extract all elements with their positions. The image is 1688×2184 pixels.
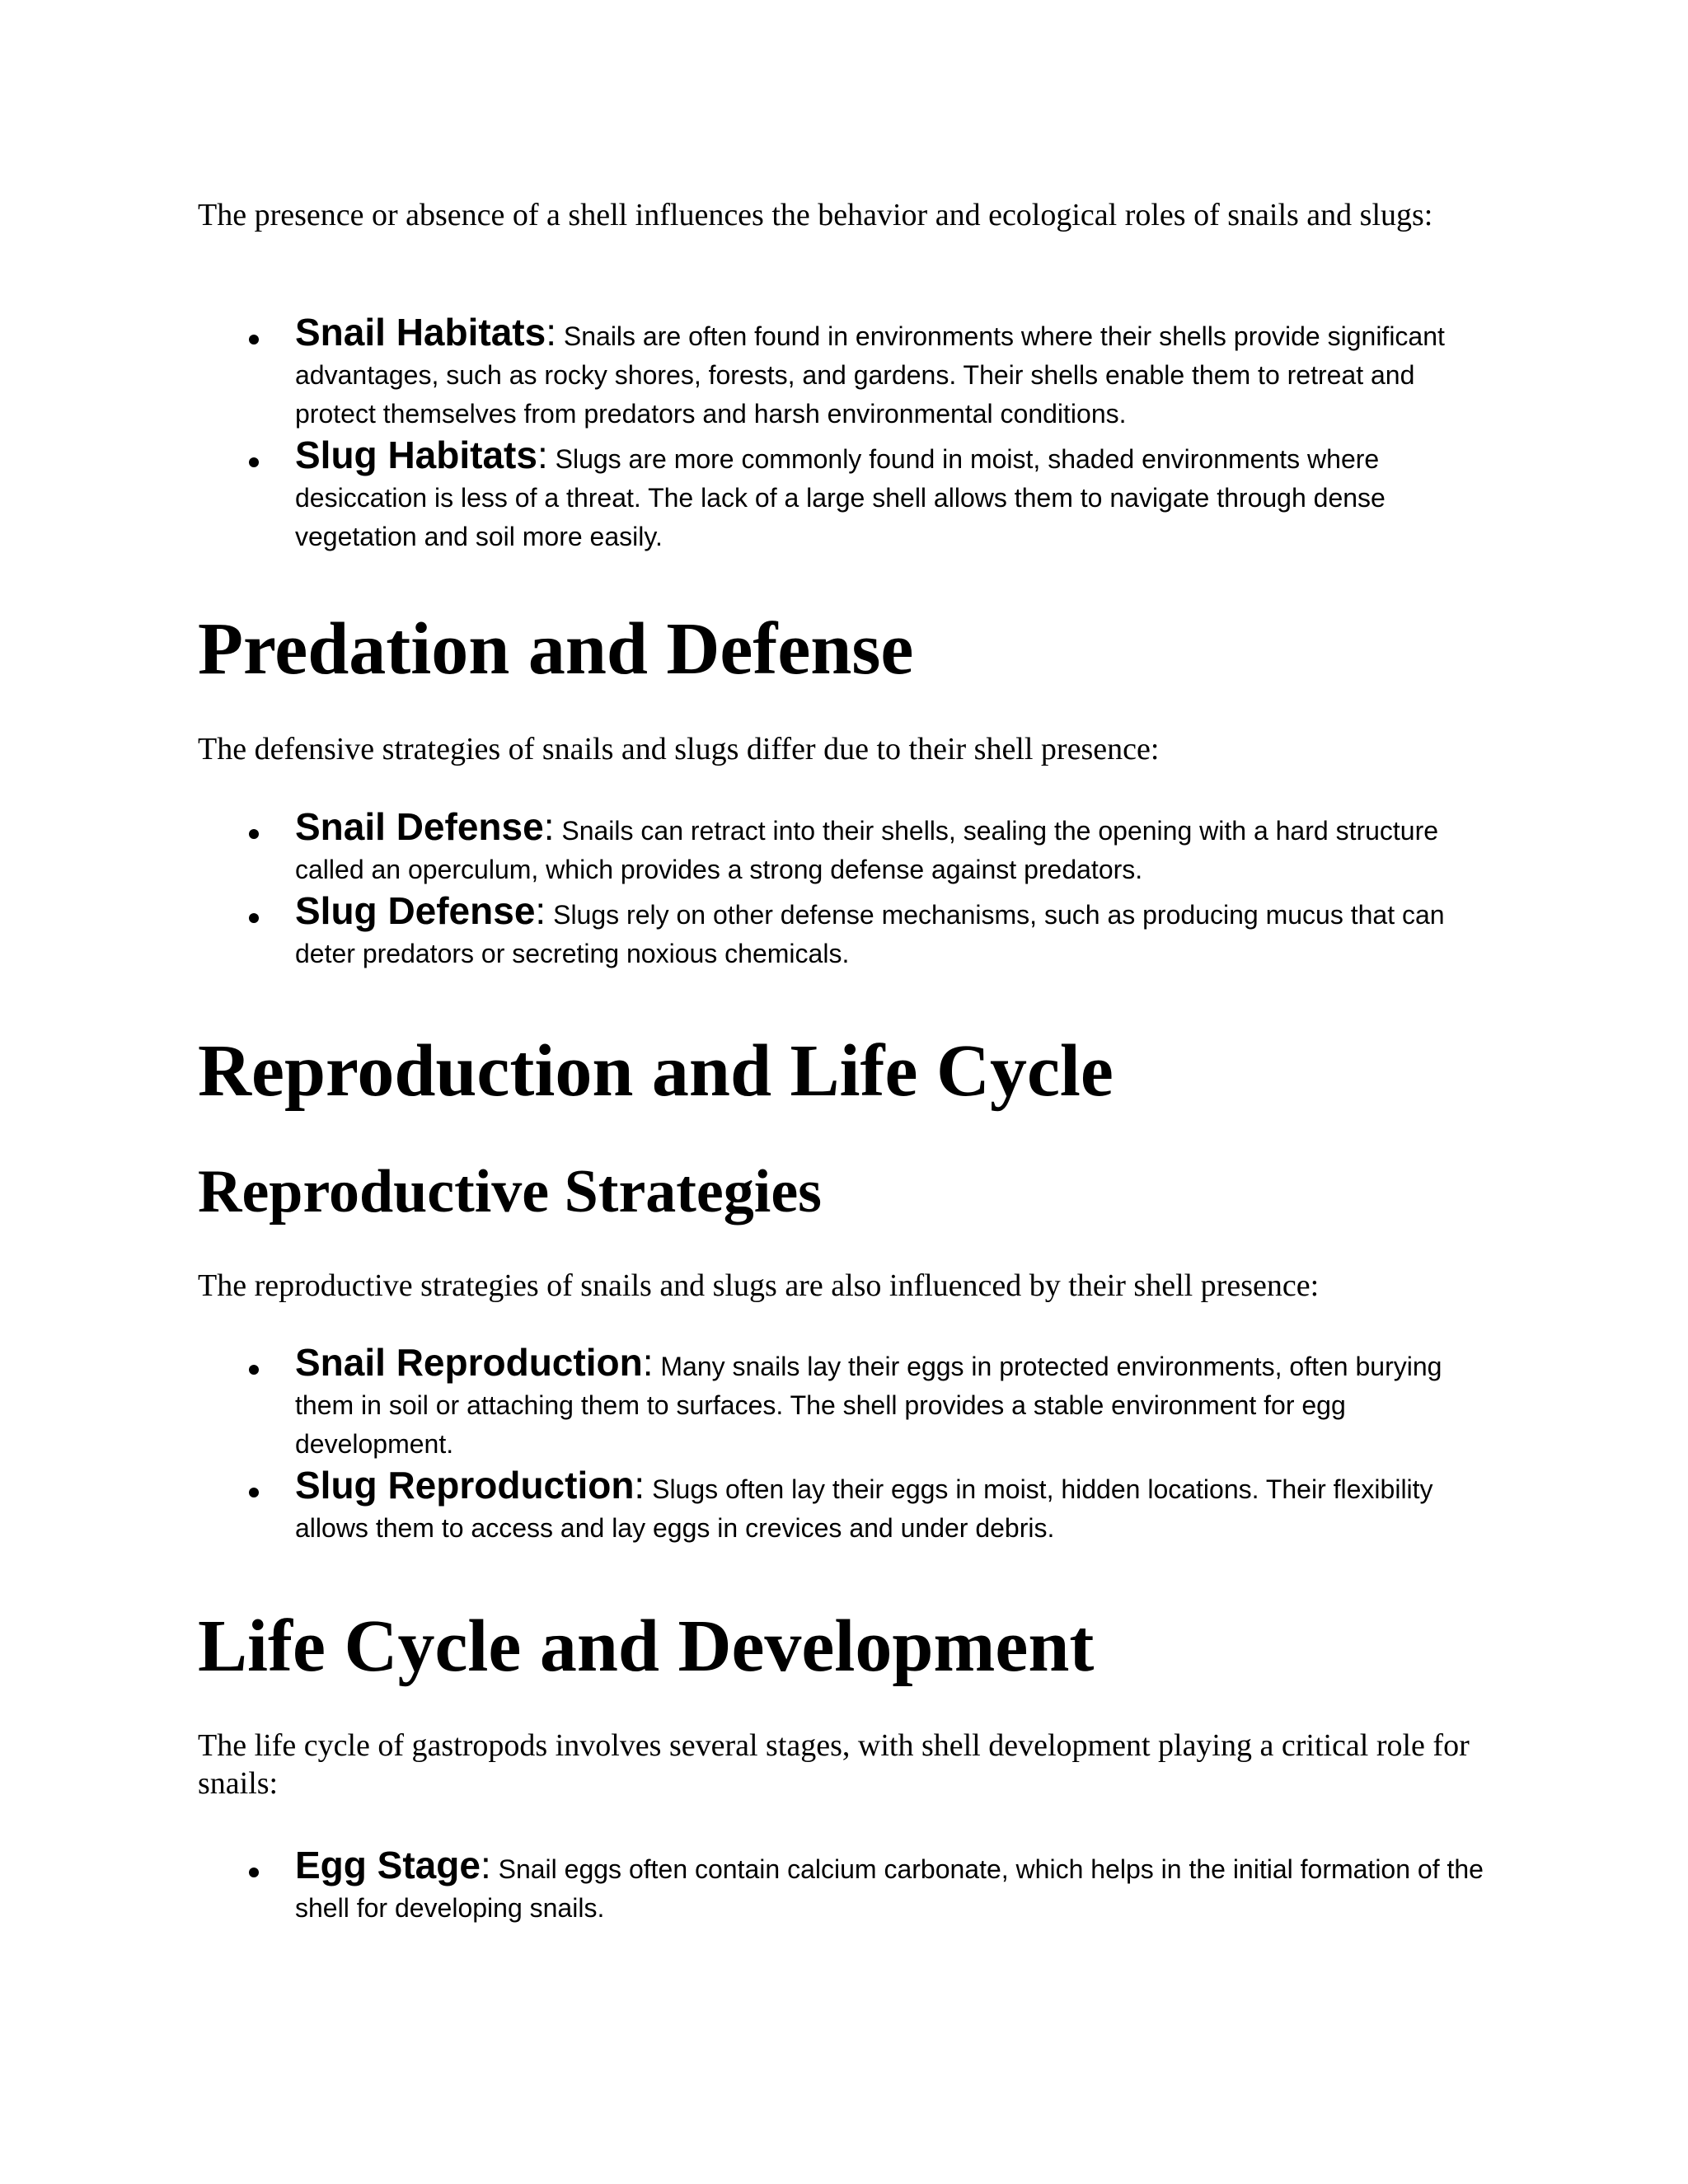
list-item-slug-habitats [198,436,1484,556]
bullet-icon [249,335,259,344]
lifecycle-list-section [198,1846,1484,1928]
defense-list [198,805,1484,973]
term-separator: : [535,889,546,932]
section-heading-lifecycle: Life Cycle and Development [198,1605,1095,1687]
reproduction-section [198,1030,1484,1113]
list-item-term: Slug Defense [295,889,536,932]
term-separator: : [480,1844,491,1886]
term-separator: : [642,1341,654,1384]
habitats-list [198,313,1484,556]
list-item-term: Slug Reproduction [295,1464,635,1507]
bullet-icon [249,457,259,467]
reproduction-intro-paragraph: The reproductive strategies of snails and slugs are also influenced by their shell presence: [198,1268,1320,1303]
term-separator: : [537,434,548,476]
predation-intro-paragraph: The defensive strategies of snails and slugs differ due to their shell presence: [198,732,1160,766]
term-separator: : [634,1464,645,1507]
bullet-icon [249,829,259,839]
list-item-term: Snail Reproduction [295,1341,643,1384]
section-heading-reproduction: Reproduction and Life Cycle [198,1030,1114,1112]
term-separator: : [543,805,555,848]
list-item-slug-reproduction [198,1466,1484,1548]
list-item-text: Slugs often lay their eggs in moist, hidden locations. Their flexibility allows them to access and lay eggs in crevices and under debris. [295,1474,1433,1543]
list-item-egg-stage [198,1846,1484,1928]
list-item-term: Snail Habitats [295,311,546,354]
bullet-icon [249,913,259,923]
lifecycle-intro-paragraph: The life cycle of gastropods involves several stages, with shell development playing a critical role for snails: [198,1728,1470,1801]
bullet-icon [249,1365,259,1375]
intro-section [198,196,1484,234]
list-item-slug-defense [198,889,1484,973]
list-item-text: Many snails lay their eggs in protected environments, often burying them in soil or attaching them to surfaces. The shell provides a stable environment for egg development. [295,1352,1442,1459]
reproduction-list-section [198,1343,1484,1548]
lifecycle-intro-section [198,1727,1484,1802]
intro-paragraph: The presence or absence of a shell influences the behavior and ecological roles of snails and slugs: [198,198,1433,232]
lifecycle-section [198,1605,1484,1688]
list-item-term: Slug Habitats [295,434,537,476]
predation-section [198,608,1484,691]
list-item-snail-defense [198,805,1484,889]
list-item-text: Slugs are more commonly found in moist, shaded environments where desiccation is less of a threat. The lack of a large shell allows them to navigate through dense vegetation and soil more easily. [295,444,1386,551]
list-item-term: Egg Stage [295,1844,481,1886]
predation-list-section [198,805,1484,973]
term-separator: : [546,311,556,354]
section-heading-predation: Predation and Defense [198,608,914,690]
list-item-text: Snails can retract into their shells, sealing the opening with a hard structure called an operculum, which provides a strong defense against predators. [295,816,1439,884]
bullet-icon [249,1868,259,1877]
bullet-icon [249,1488,259,1497]
list-item-snail-reproduction [198,1343,1484,1464]
habitats-list-section [198,313,1484,556]
list-item-snail-habitats [198,313,1484,434]
subsection-heading-strategies: Reproductive Strategies [198,1158,822,1226]
predation-intro-section [198,730,1484,768]
list-item-text: Snails are often found in environments where their shells provide significant advantages, such as rocky shores, forests, and gardens. Their shells enable them to retreat and protect themselves from predators and harsh environmental conditions. [295,321,1445,429]
reproduction-list [198,1343,1484,1548]
reproductive-strategies-section [198,1157,1484,1226]
reproduction-intro-section [198,1267,1484,1305]
list-item-text: Slugs rely on other defense mechanisms, such as producing mucus that can deter predators or secreting noxious chemicals. [295,900,1445,968]
list-item-text: Snail eggs often contain calcium carbonate, which helps in the initial formation of the shell for developing snails. [295,1854,1484,1923]
list-item-term: Snail Defense [295,805,544,848]
lifecycle-list [198,1846,1484,1928]
